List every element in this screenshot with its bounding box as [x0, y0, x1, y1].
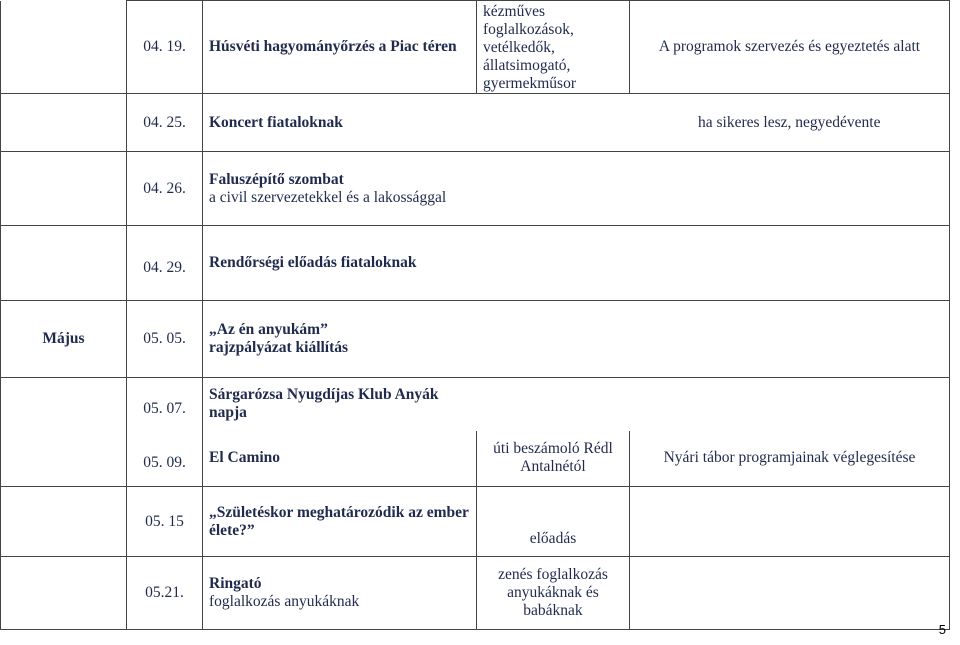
table-row	[1, 378, 950, 431]
table-row	[1, 226, 950, 301]
event-title-text: Faluszépítő szombat	[209, 170, 344, 188]
month-cell	[1, 378, 127, 431]
event-remark	[630, 152, 950, 226]
month-cell	[1, 557, 127, 630]
event-title	[203, 301, 477, 378]
event-title-text: Rendőrségi előadás fiataloknak	[209, 254, 417, 271]
event-title	[203, 487, 477, 557]
event-title-text: „Az én anyukám”	[209, 321, 328, 338]
event-remark	[630, 487, 950, 557]
event-remark	[630, 378, 950, 431]
month-cell	[1, 94, 127, 152]
table-row	[1, 152, 950, 226]
page-number: 5	[938, 622, 946, 637]
month-cell	[1, 487, 127, 557]
event-note: kézműves foglalkozások, vetélkedők, állatsimogató, gyermekműsor	[477, 1, 630, 94]
event-note	[477, 94, 630, 152]
date-cell: 05. 09.	[127, 431, 203, 487]
event-title	[203, 378, 477, 431]
event-title-text: „Születéskor meghatározódik az ember élete?”	[209, 503, 469, 539]
event-note	[477, 152, 630, 226]
date-cell: 04. 29.	[127, 226, 203, 301]
event-title-sub: foglalkozás anyukáknak	[209, 593, 360, 610]
table-row	[1, 1, 950, 94]
month-cell	[1, 226, 127, 301]
event-remark	[630, 557, 950, 630]
table-row	[1, 487, 950, 557]
event-title	[203, 94, 477, 152]
event-title	[203, 226, 477, 301]
date-cell: 05. 07.	[127, 378, 203, 431]
date-cell: 04. 26.	[127, 152, 203, 226]
event-note	[477, 378, 630, 431]
table-row	[1, 301, 950, 378]
event-remark	[630, 301, 950, 378]
event-title	[203, 1, 477, 94]
date-cell: 05.21.	[127, 557, 203, 630]
event-title	[203, 431, 477, 487]
event-note	[477, 301, 630, 378]
date-cell: 04. 25.	[127, 94, 203, 152]
month-cell	[1, 1, 127, 94]
event-title	[203, 557, 477, 630]
event-note	[477, 226, 630, 301]
event-title-text: Koncert fiataloknak	[209, 113, 343, 131]
event-remark: A programok szervezés és egyeztetés alatt	[630, 1, 950, 94]
event-title-text: El Camino	[209, 449, 281, 467]
month-cell	[1, 152, 127, 226]
month-cell: Május	[1, 301, 127, 378]
event-title-text: Ringató	[209, 575, 262, 592]
event-title	[203, 152, 477, 226]
event-note: előadás	[477, 487, 630, 557]
event-remark: ha sikeres lesz, negyedévente	[630, 94, 950, 152]
date-cell: 05. 15	[127, 487, 203, 557]
event-remark	[630, 226, 950, 301]
event-note: úti beszámoló Rédl Antalnétól	[477, 431, 630, 487]
table-row	[1, 557, 950, 630]
event-note: zenés foglalkozás anyukáknak és babáknak	[477, 557, 630, 630]
event-title-text: Húsvéti hagyományőrzés a Piac téren	[209, 38, 457, 55]
table-row	[1, 431, 950, 487]
event-remark: Nyári tábor programjainak véglegesítése	[630, 431, 950, 487]
date-cell: 05. 05.	[127, 301, 203, 378]
event-title-sub: a civil szervezetekkel és a lakossággal	[209, 188, 447, 206]
date-cell: 04. 19.	[127, 1, 203, 94]
month-cell	[1, 431, 127, 487]
event-title-text: Sárgarózsa Nyugdíjas Klub Anyák napja	[209, 386, 439, 422]
table-row	[1, 94, 950, 152]
event-title-line2: rajzpályázat kiállítás	[209, 339, 349, 356]
